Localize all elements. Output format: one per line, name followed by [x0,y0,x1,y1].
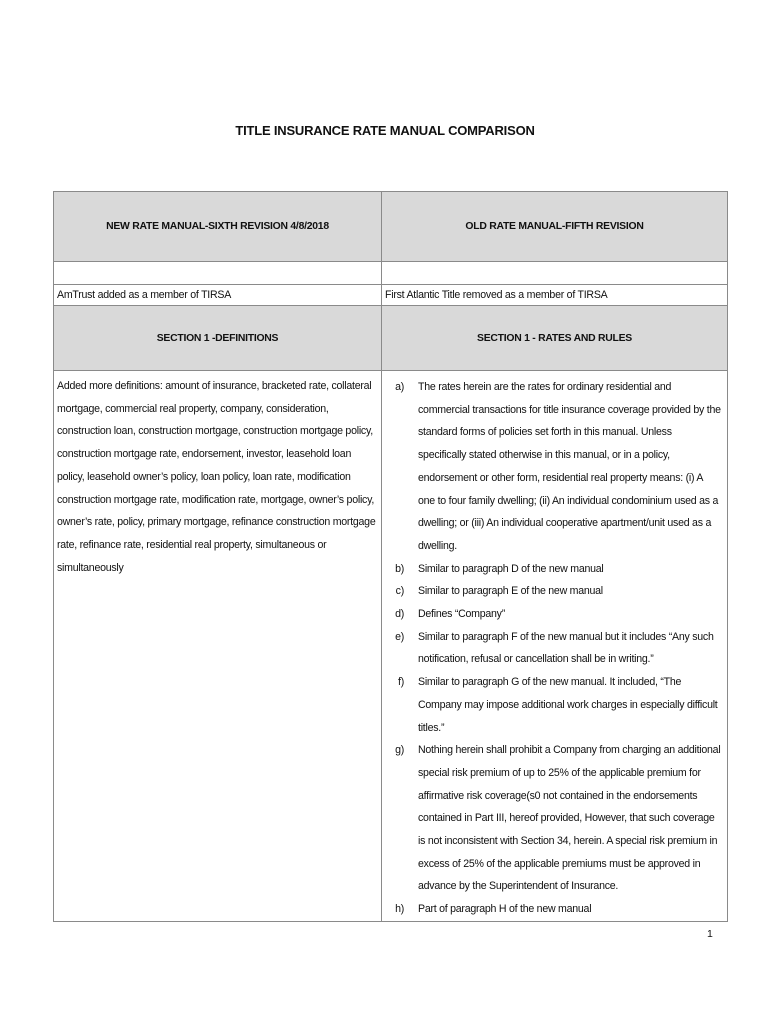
rule-item [386,898,721,921]
old-manual-header: OLD RATE MANUAL-FIFTH REVISION [382,192,728,262]
comparison-table [53,191,728,922]
rule-text: Part of paragraph H of the new manual [418,903,592,916]
rule-text: Similar to paragraph D of the new manual [418,562,604,575]
section-definitions-header: SECTION 1 -DEFINITIONS [54,306,382,371]
header-row [54,192,728,262]
rule-marker: f) [398,676,404,689]
rules-list [382,371,727,921]
membership-row [54,285,728,306]
rule-marker: b) [395,562,404,575]
page-title: TITLE INSURANCE RATE MANUAL COMPARISON [235,123,535,138]
rule-text: Similar to paragraph F of the new manual but it includes “Any such notification, refusal or cancellation shall be in writing.” [418,630,714,666]
rule-item [386,739,721,898]
rule-text: The rates herein are the rates for ordinary residential and commercial transactions for title insurance coverage provided by the standard forms of policies set forth in this manual. Unless specifically stated otherwise in this manual, or in a policy, endorsement or other form, residential real property means: (i) A one to four family dwelling; (ii) An individual condominium used as a dwelling; or (iii) An individual cooperative apartment/unit used as a dwelling. [418,381,721,552]
rule-marker: d) [395,608,404,621]
section-rates-rules-header: SECTION 1 - RATES AND RULES [382,306,728,371]
rule-marker: e) [395,630,404,643]
rule-text: Defines “Company” [418,608,506,621]
blank-row [54,262,728,285]
rule-text: Similar to paragraph E of the new manual [418,585,603,598]
blank-cell-left [54,262,382,285]
section-row [54,306,728,371]
rule-item [386,671,721,739]
body-row [54,371,728,922]
rule-text: Similar to paragraph G of the new manual. It included, “The Company may impose additional work charges in especially difficult titles.” [418,676,718,734]
rule-item [386,558,721,581]
rule-marker: g) [395,744,404,757]
definitions-text: Added more definitions: amount of insurance, bracketed rate, collateral mortgage, commercial real property, company, consideration, construction loan, construction mortgage, construction mortgage policy, construction mortgage rate, endorsement, investor, leasehold loan policy, leasehold owner’s policy, loan policy, loan rate, modification construction mortgage rate, modification rate, mortgage, owner’s policy, owner’s rate, policy, primary mortgage, refinance construction mortgage rate, refinance rate, residential real property, simultaneous or simultaneously [57,380,376,574]
rule-marker: a) [395,381,404,393]
definitions-cell [54,371,382,922]
rule-item [386,580,721,603]
rule-item [386,603,721,626]
membership-old: First Atlantic Title removed as a member of TIRSA [382,285,728,306]
membership-new: AmTrust added as a member of TIRSA [54,285,382,306]
rules-cell [382,371,728,922]
blank-cell-right [382,262,728,285]
rule-text: Nothing herein shall prohibit a Company from charging an additional special risk premium of up to 25% of the applicable premium for affirmative risk coverage(s0 not contained in the endorsements contained in Part III, hereof provided, However, that such coverage is not inconsistent with Section 34, herein. A special risk premium in excess of 25% of the applicable premiums must be approved in advance by the Superintendent of Insurance. [418,744,721,893]
rule-marker: c) [395,585,404,598]
page-number: 1 [707,928,713,940]
rule-item [386,376,721,558]
rule-item [386,626,721,671]
new-manual-header: NEW RATE MANUAL-SIXTH REVISION 4/8/2018 [54,192,382,262]
rule-marker: h) [395,903,404,916]
